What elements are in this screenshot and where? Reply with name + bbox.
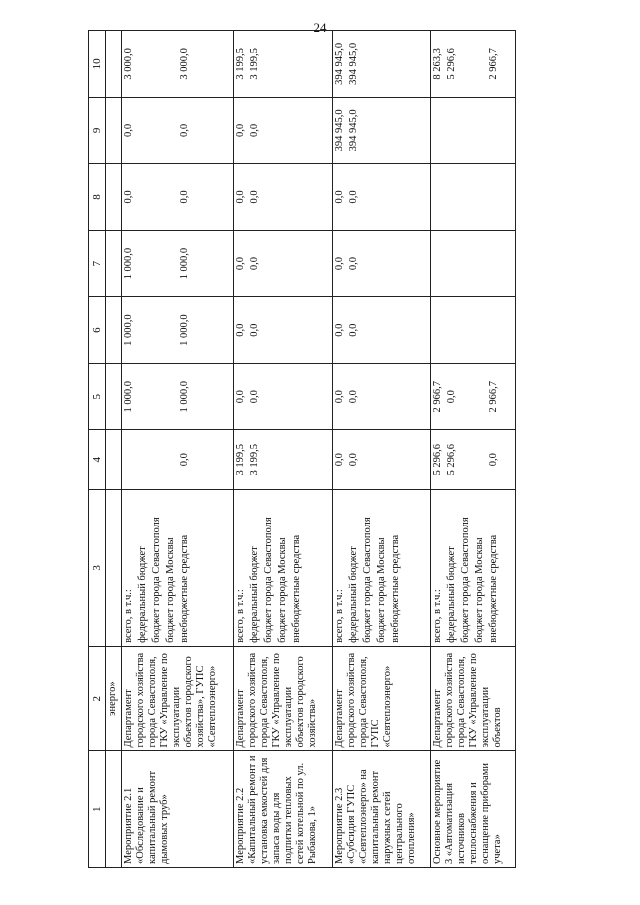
value-cell: 0,0 0,0 xyxy=(332,430,431,489)
executor-cell: Департамент городского хозяйства города Севастополя, ГКУ «Управление по эксплуатации объектов городского хозяйства», ГУПС «Севтеплоэнерго» xyxy=(122,646,234,751)
source-label: бюджет города Севастополя xyxy=(460,517,472,643)
value-cell: 0,0 0,0 xyxy=(234,297,333,364)
value-cell: 0,0 0,0 xyxy=(122,97,234,164)
source-label: внебюджетные средства xyxy=(179,534,190,643)
value-cell: 8 263,3 5 296,6 2 966,7 xyxy=(431,31,516,98)
value-cell: 0,0 0,0 xyxy=(234,97,333,164)
source-label: всего, в т.ч.: xyxy=(123,589,134,643)
header-cell: 5 xyxy=(89,363,106,430)
source-label: бюджет города Москвы xyxy=(375,537,387,643)
source-label: всего, в т.ч.: xyxy=(432,589,444,643)
source-label: внебюджетные средства xyxy=(488,534,500,643)
value-cell xyxy=(431,230,516,297)
value-cell: 0,0 0,0 xyxy=(332,230,431,297)
funding-sources-cell xyxy=(122,489,234,646)
value-cell: 0,0 0,0 xyxy=(332,164,431,231)
source-label: бюджет города Москвы xyxy=(277,537,289,643)
source-label: федеральный бюджет xyxy=(347,546,359,643)
value-cell xyxy=(431,164,516,231)
measure-cell: Мероприятие 2.1 «Обследование и капитальный ремонт дымовых труб» xyxy=(122,751,234,868)
continuation-text: энерго» xyxy=(106,646,122,751)
program-funding-table xyxy=(88,30,516,868)
executor-cell: Департамент городского хозяйства города Севастополя, ГКУ «Управление по эксплуатации объектов xyxy=(431,646,516,751)
value-cell xyxy=(431,97,516,164)
value-cell: 0,0 xyxy=(122,430,234,489)
funding-sources-cell xyxy=(332,489,431,646)
source-label: федеральный бюджет xyxy=(249,546,261,643)
measure-cell: Мероприятие 2.2 «Капитальный ремонт и установка емкостей для запаса воды для подпитки тепловых сетей котельной по ул. Рыбакова, 1» xyxy=(234,751,333,868)
source-label: бюджет города Севастополя xyxy=(263,517,275,643)
header-cell: 6 xyxy=(89,297,106,364)
table-row xyxy=(332,31,431,868)
value-cell: 0,0 0,0 xyxy=(234,164,333,231)
page-number: 24 xyxy=(313,20,327,35)
source-label: внебюджетные средства xyxy=(389,534,401,643)
value-cell: 1 000,0 1 000,0 xyxy=(122,230,234,297)
table-row xyxy=(234,31,333,868)
header-cell: 9 xyxy=(89,97,106,164)
executor-cell: Департамент городского хозяйства города Севастополя, ГКУ «Управление по эксплуатации объектов городского хозяйства» xyxy=(234,646,333,751)
funding-sources-cell xyxy=(234,489,333,646)
value-cell: 394 945,0 394 945,0 xyxy=(332,31,431,98)
table-header-row xyxy=(89,31,106,868)
value-cell: 0,0 0,0 xyxy=(332,297,431,364)
value-cell: 0,0 0,0 xyxy=(234,363,333,430)
value-cell: 3 199,5 3 199,5 xyxy=(234,31,333,98)
source-label: всего, в т.ч.: xyxy=(235,589,247,643)
header-cell: 8 xyxy=(89,164,106,231)
funding-sources-cell xyxy=(431,489,516,646)
source-label: бюджет города Москвы xyxy=(165,537,176,643)
header-cell: 3 xyxy=(89,489,106,646)
source-label: всего, в т.ч.: xyxy=(333,589,345,643)
table-row xyxy=(122,31,234,868)
value-cell: 1 000,0 1 000,0 xyxy=(122,297,234,364)
measure-cell: Основное мероприятие 3 «Автоматизация источников теплоснабжения и оснащение приборами учета» xyxy=(431,751,516,868)
value-cell: 1 000,0 1 000,0 xyxy=(122,363,234,430)
value-cell: 394 945,0 394 945,0 xyxy=(332,97,431,164)
continuation-row xyxy=(106,31,122,868)
header-cell: 10 xyxy=(89,31,106,98)
value-cell: 3 199,5 3 199,5 xyxy=(234,430,333,489)
value-cell: 2 966,7 0,0 2 966,7 xyxy=(431,363,516,430)
source-label: бюджет города Москвы xyxy=(474,537,486,643)
source-label: бюджет города Севастополя xyxy=(361,517,373,643)
value-cell: 0,0 0,0 xyxy=(234,230,333,297)
value-cell: 0,0 0,0 xyxy=(332,363,431,430)
rotated-table-container xyxy=(88,30,516,868)
source-label: федеральный бюджет xyxy=(446,546,458,643)
value-cell xyxy=(431,297,516,364)
value-cell: 5 296,6 5 296,6 0,0 xyxy=(431,430,516,489)
table-row xyxy=(431,31,516,868)
measure-cell: Мероприятие 2.3 «Субсидия ГУПС «Севтеплоэнерго» на капитальный ремонт наружных сетей центрального отопления» xyxy=(332,751,431,868)
executor-cell: Департамент городского хозяйства города Севастополя, ГУПС «Севтеплоэнерго» xyxy=(332,646,431,751)
source-label: бюджет города Севастополя xyxy=(151,517,162,643)
header-cell: 7 xyxy=(89,230,106,297)
value-cell: 3 000,0 3 000,0 xyxy=(122,31,234,98)
header-cell: 2 xyxy=(89,646,106,751)
header-cell: 1 xyxy=(89,751,106,868)
value-cell: 0,0 0,0 xyxy=(122,164,234,231)
source-label: внебюджетные средства xyxy=(291,534,303,643)
header-cell: 4 xyxy=(89,430,106,489)
source-label: федеральный бюджет xyxy=(137,546,148,643)
